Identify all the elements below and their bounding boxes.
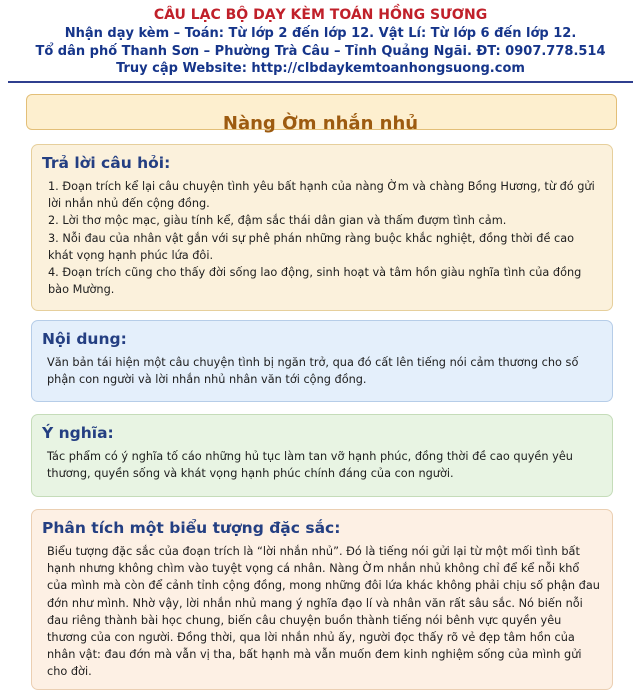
answer-item: 1. Đoạn trích kể lại câu chuyện tình yêu bất hạnh của nàng Ờm và chàng Bồng Hương, từ đó gửi lời nhắn nhủ đến cộng đồng. — [48, 180, 595, 211]
answer-item: 2. Lời thơ mộc mạc, giàu tính kể, đậm sắc thái dân gian và thấm đượm tình cảm. — [48, 214, 507, 228]
meaning-card — [31, 414, 613, 497]
answer-item: 4. Đoạn trích cũng cho thấy đời sống lao động, sinh hoạt và tâm hồn giàu nghĩa tình của đồng bào Mường. — [48, 266, 582, 297]
header-subjects: Nhận dạy kèm – Toán: Từ lớp 2 đến lớp 12. Vật Lí: Từ lớp 6 đến lớp 12. — [64, 26, 577, 41]
answer-item: 3. Nỗi đau của nhân vật gắn với sự phê phán những ràng buộc khắc nghiệt, đồng thời đề cao khát vọng hạnh phúc lứa đôi. — [48, 231, 575, 262]
club-name: CÂU LẠC BỘ DẠY KÈM TOÁN HỒNG SƯƠNG — [153, 7, 488, 23]
content-heading: Nội dung: — [42, 330, 127, 348]
meaning-text: Tác phẩm có ý nghĩa tố cáo những hủ tục làm tan vỡ hạnh phúc, đồng thời đề cao quyền yêu thương, quyền sống và khát vọng hạnh phúc chính đáng của con người. — [47, 450, 573, 481]
header-divider — [8, 81, 633, 83]
header-address: Tổ dân phố Thanh Sơn – Phường Trà Câu – Tỉnh Quảng Ngãi. ĐT: 0907.778.514 — [35, 43, 606, 59]
analysis-text: Biểu tượng đặc sắc của đoạn trích là “lời nhắn nhủ”. Đó là tiếng nói gửi lại từ một mối tình bất hạnh nhưng không chìm vào tuyệt vọng cá nhân. Nàng Ờm nhắn nhủ không chỉ để kể nỗi khổ của mình mà còn để cảnh tỉnh cộng đồng, mong những đôi lứa khác không phải chịu số phận đau đớn như mình. Nhờ vậy, lời nhắn nhủ mang ý nghĩa đạo lí và nhân văn rất sâu sắc. Nó biến nỗi đau riêng thành bài học chung, biến câu chuyện buồn thành tiếng nói bênh vực quyền yêu thương của con người. Đồng thời, qua lời nhắn nhủ ấy, người đọc thấy rõ vẻ đẹp tâm hồn của nhân vật: đau đớn mà vẫn vị tha, bất hạnh mà vẫn muốn đem kinh nghiệm sống của mình gửi cho đời. — [47, 545, 600, 679]
answer-card — [31, 144, 613, 311]
analysis-card — [31, 509, 613, 690]
answer-heading: Trả lời câu hỏi: — [42, 154, 171, 172]
content-card — [31, 320, 613, 402]
header-website: Truy cập Website: http://clbdaykemtoanhongsuong.com — [116, 61, 525, 76]
page-header — [0, 0, 641, 78]
meaning-heading: Ý nghĩa: — [42, 424, 114, 442]
analysis-heading: Phân tích một biểu tượng đặc sắc: — [42, 519, 341, 537]
answer-list — [42, 178, 600, 298]
page-title: Nàng Ờm nhắn nhủ — [222, 113, 419, 134]
content-text: Văn bản tái hiện một câu chuyện tình bị ngăn trở, qua đó cất lên tiếng nói cảm thương cho số phận con người và lời nhắn nhủ nhân văn tới cộng đồng. — [47, 356, 579, 387]
